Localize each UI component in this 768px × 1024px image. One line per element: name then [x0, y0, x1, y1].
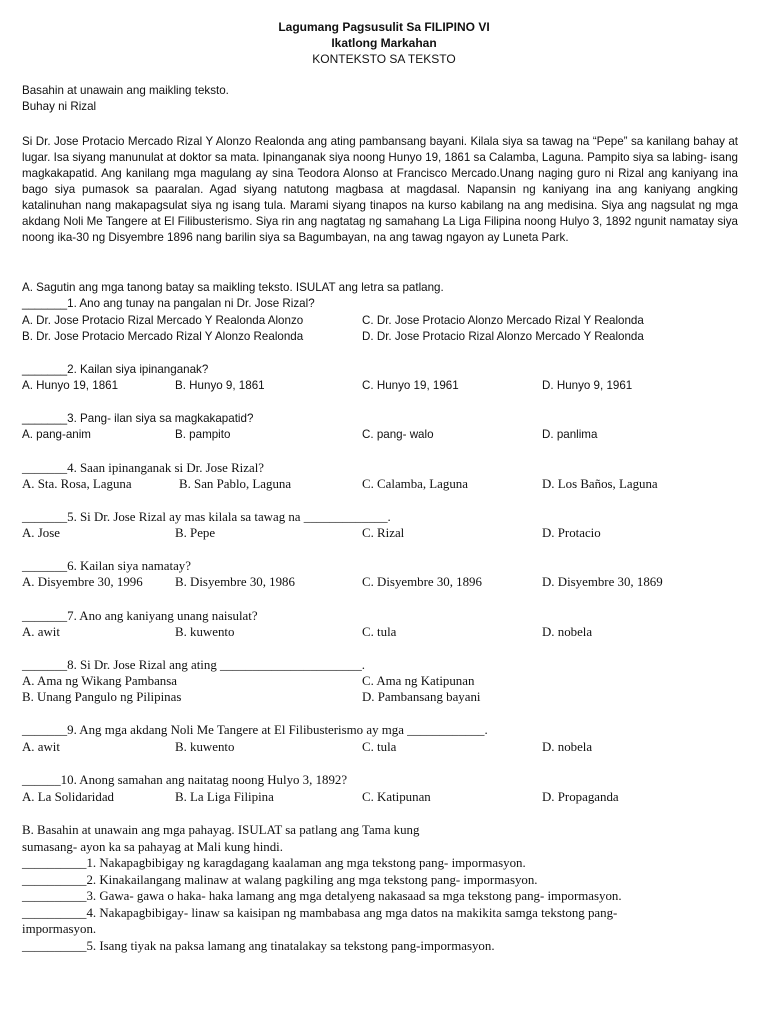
statement-5: __________5. Isang tiyak na paksa lamang ang tinatalakay sa tekstong pang-impormasyon. [22, 939, 495, 953]
question-1-choice-d: D. Dr. Jose Protacio Rizal Alonzo Mercado Y Realonda [362, 330, 644, 343]
question-5-choice-d: D. Protacio [542, 526, 601, 540]
question-4-stem: _______4. Saan ipinanganak si Dr. Jose Rizal? [22, 461, 265, 475]
question-1-choice-b: B. Dr. Jose Protacio Mercado Rizal Y Alonzo Realonda [22, 330, 304, 343]
question-4-choice-c: C. Calamba, Laguna [362, 477, 468, 491]
question-2-choice-d: D. Hunyo 9, 1961 [542, 379, 633, 392]
question-1-choices-row1 [22, 314, 742, 330]
question-4-choices [22, 477, 742, 493]
question-9-choice-b: B. kuwento [175, 740, 235, 754]
quarter-heading: Ikatlong Markahan [331, 36, 437, 50]
question-5-stem: _______5. Si Dr. Jose Rizal ay mas kilala sa tawag na _____________. [22, 510, 391, 524]
question-10-choice-d: D. Propaganda [542, 790, 619, 804]
question-3-stem: _______3. Pang- ilan siya sa magkakapatid? [22, 412, 254, 425]
question-6-choice-d: D. Disyembre 30, 1869 [542, 575, 663, 589]
statement-2: __________2. Kinakailangang malinaw at walang pagkiling ang mga tekstong pang- impormasyon. [22, 873, 538, 887]
question-3-choice-b: B. pampito [175, 428, 231, 441]
question-6-choice-b: B. Disyembre 30, 1986 [175, 575, 295, 589]
question-10-choice-c: C. Katipunan [362, 790, 431, 804]
story-title: Buhay ni Rizal [22, 100, 97, 113]
question-8-choices-row1 [22, 674, 742, 690]
question-8-choice-b: B. Unang Pangulo ng Pilipinas [22, 690, 182, 704]
question-4-choice-b: B. San Pablo, Laguna [179, 477, 292, 491]
question-2-choices [22, 379, 742, 395]
question-7-choice-d: D. nobela [542, 625, 593, 639]
statement-3: __________3. Gawa- gawa o haka- haka lamang ang mga detalyeng nakasaad sa mga tekstong pang- impormasyon. [22, 889, 622, 903]
statement-4: __________4. Nakapagbibigay- linaw sa kaisipan ng mambabasa ang mga datos na makikita samga tekstong pang- [22, 906, 618, 920]
reading-instruction: Basahin at unawain ang maikling teksto. [22, 84, 229, 97]
question-9-stem: _______9. Ang mga akdang Noli Me Tangere at El Filibusterismo ay mga ____________. [22, 723, 488, 737]
question-9-choice-d: D. nobela [542, 740, 593, 754]
question-8-choices-row2 [22, 690, 742, 706]
question-6-choices [22, 575, 742, 591]
question-10-choice-b: B. La Liga Filipina [175, 790, 274, 804]
question-9-choice-c: C. tula [362, 740, 397, 754]
question-2-choice-a: A. Hunyo 19, 1861 [22, 379, 119, 392]
question-7-choice-b: B. kuwento [175, 625, 235, 639]
question-8-choice-d: D. Pambansang bayani [362, 690, 481, 704]
part-a-instruction: A. Sagutin ang mga tanong batay sa maikling teksto. ISULAT ang letra sa patlang. [22, 281, 444, 294]
worksheet-title: Lagumang Pagsusulit Sa FILIPINO VI [278, 20, 490, 34]
question-7-choice-c: C. tula [362, 625, 397, 639]
question-2-choice-c: C. Hunyo 19, 1961 [362, 379, 459, 392]
statement-1: __________1. Nakapagbibigay ng karagdagang kaalaman ang mga tekstong pang- impormasyon. [22, 856, 526, 870]
question-5-choice-b: B. Pepe [175, 526, 216, 540]
question-8-stem: _______8. Si Dr. Jose Rizal ang ating ______________________. [22, 658, 366, 672]
question-10-choices [22, 790, 742, 806]
question-2-stem: _______2. Kailan siya ipinanganak? [22, 363, 209, 376]
question-5-choice-a: A. Jose [22, 526, 60, 540]
question-9-choices [22, 740, 742, 756]
question-10-choice-a: A. La Solidaridad [22, 790, 115, 804]
question-1-choice-a: A. Dr. Jose Protacio Rizal Mercado Y Realonda Alonzo [22, 314, 304, 327]
rizal-passage: Si Dr. Jose Protacio Mercado Rizal Y Alonzo Realonda ang ating pambansang bayani. Kilala siya sa tawag na “Pepe” sa kanilang bahay at lugar. Isa siyang manunulat at doktor sa mata. Ipinanganak siya noong Hunyo 19, 1861 sa Calamba, Laguna. Pampito siya sa labing- isang magkakapatid. Ang kanilang mga magulang ay sina Teodora Alonso at Francisco Mercado.Unang naging guro ni Rizal ang kaniyang ina bago siya pumasok sa paaralan. Agad siyang natutong magbasa at magdasal. Napansin ng kaniyang ina ang kaniyang angking katalinuhan nang makapagsulat siya ng isang tula. Marami siyang tinapos na kurso kabilang na ang medisina. Siya ang nagsulat ng mga akdang Noli Me Tangere at El Filibusterismo. Siya rin ang nagtatag ng samahang La Liga Filipina noong Hulyo 3, 1892 ngunit namatay siya noong ika-30 ng Disyembre 1896 nang barilin siya sa Bagumbayan, na ang tawag ngayon ay Luneta Park. [22, 135, 738, 244]
question-4-choice-d: D. Los Baños, Laguna [542, 477, 658, 491]
question-2-choice-b: B. Hunyo 9, 1861 [175, 379, 265, 392]
statement-4-continuation: impormasyon. [22, 922, 97, 936]
part-b-instruction-line1: B. Basahin at unawain ang mga pahayag. ISULAT sa patlang ang Tama kung [22, 823, 420, 837]
question-8-choice-a: A. Ama ng Wikang Pambansa [22, 674, 177, 688]
question-9-choice-a: A. awit [22, 740, 60, 754]
question-4-choice-a: A. Sta. Rosa, Laguna [22, 477, 132, 491]
question-1-stem: _______1. Ano ang tunay na pangalan ni Dr. Jose Rizal? [22, 297, 315, 310]
question-6-choice-a: A. Disyembre 30, 1996 [22, 575, 143, 589]
question-3-choice-d: D. panlima [542, 428, 598, 441]
question-10-stem: ______10. Anong samahan ang naitatag noong Hulyo 3, 1892? [22, 773, 348, 787]
question-7-stem: _______7. Ano ang kaniyang unang naisulat? [22, 609, 258, 623]
question-5-choice-c: C. Rizal [362, 526, 405, 540]
question-1-choices-row2 [22, 330, 742, 346]
part-b-instruction-line2: sumasang- ayon ka sa pahayag at Mali kung hindi. [22, 840, 283, 854]
question-3-choices [22, 428, 742, 444]
topic-heading: KONTEKSTO SA TEKSTO [312, 52, 456, 66]
question-8-choice-c: C. Ama ng Katipunan [362, 674, 475, 688]
question-6-choice-c: C. Disyembre 30, 1896 [362, 575, 482, 589]
question-1-choice-c: C. Dr. Jose Protacio Alonzo Mercado Rizal Y Realonda [362, 314, 644, 327]
question-7-choices [22, 625, 742, 641]
question-5-choices [22, 526, 742, 542]
question-6-stem: _______6. Kailan siya namatay? [22, 559, 191, 573]
question-3-choice-a: A. pang-anim [22, 428, 91, 441]
question-3-choice-c: C. pang- walo [362, 428, 434, 441]
question-7-choice-a: A. awit [22, 625, 60, 639]
